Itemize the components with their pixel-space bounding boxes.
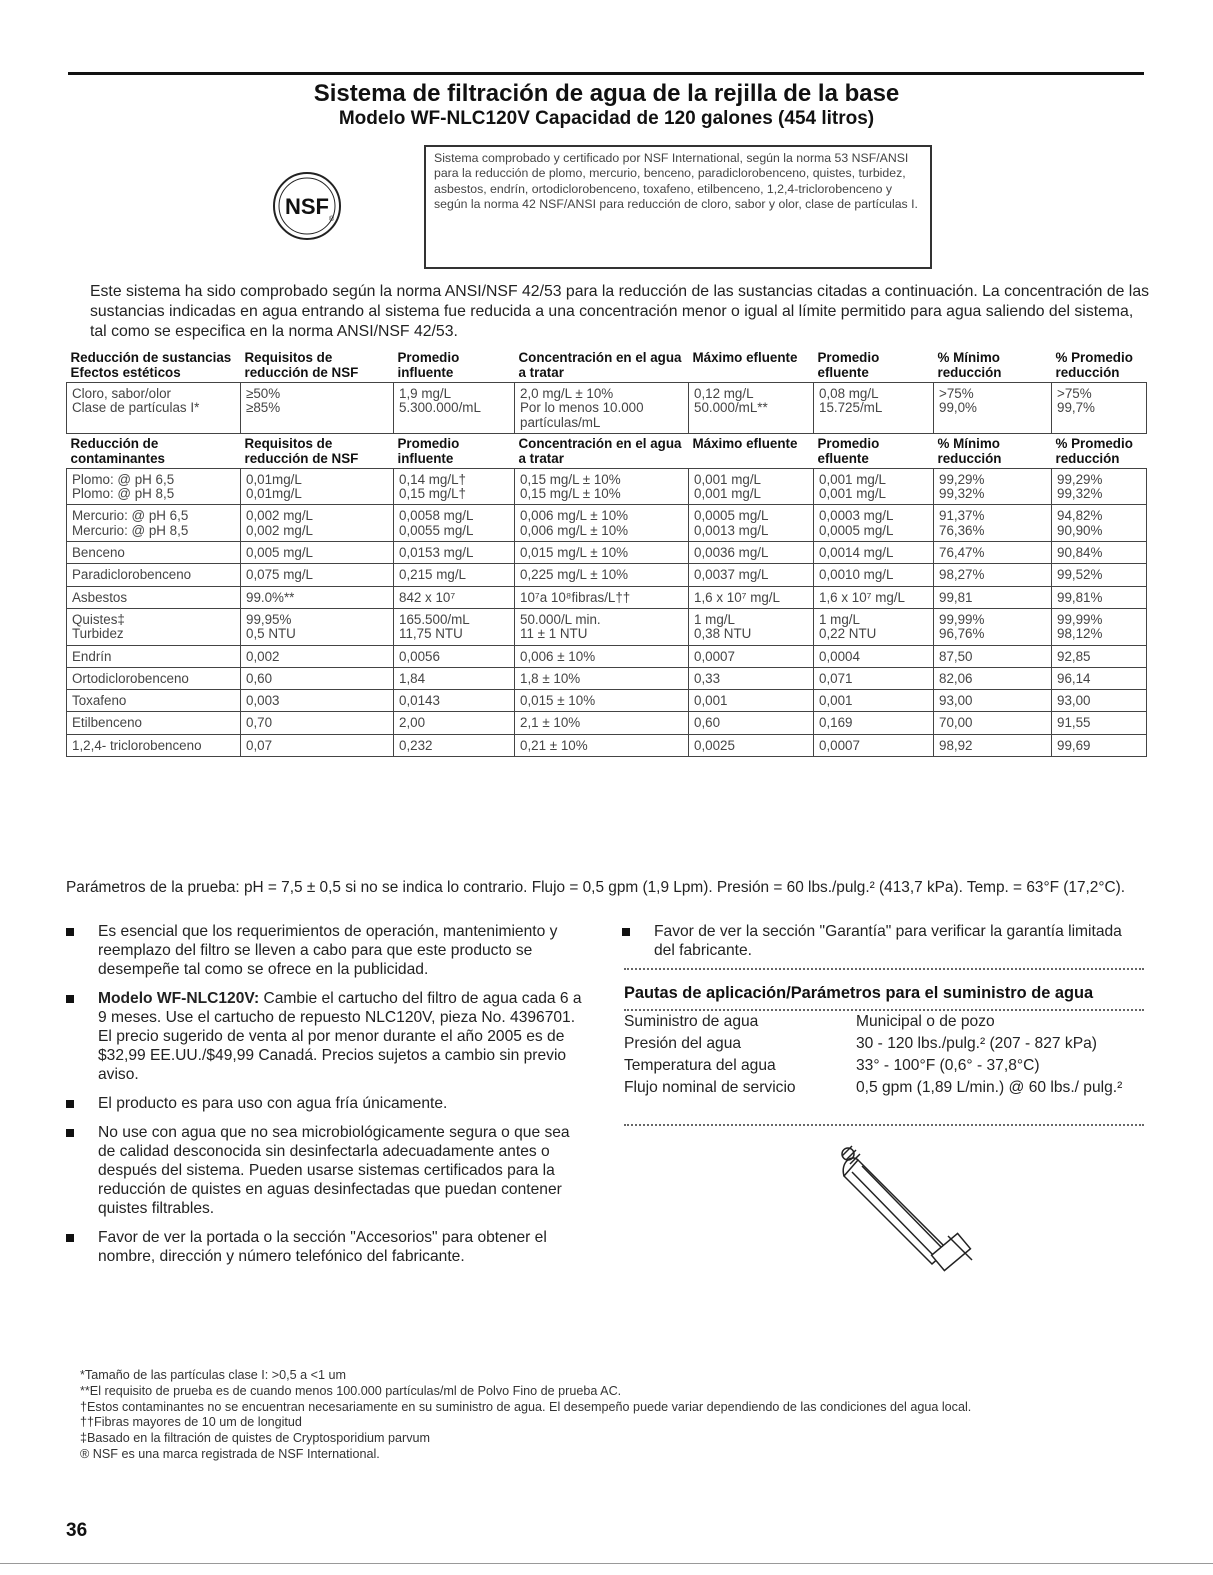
table-row (67, 505, 1147, 542)
svg-text:®: ® (329, 216, 335, 223)
page-subtitle: Modelo WF-NLC120V Capacidad de 120 galones (454 litros) (338, 108, 875, 129)
table-cell: 10⁷a 10⁸fibras/L†† (515, 586, 689, 608)
param-label: Temperatura del agua (624, 1057, 776, 1074)
intro-paragraph: Este sistema ha sido comprobado según la norma ANSI/NSF 42/53 para la reducción de las sustancias citadas a continuación. La concentración de las sustancias indicadas en agua entrando al sistema fue reducida a una concentración menor o igual al límite permitido para agua saliendo del sistema, tal como se especifica en la norma ANSI/NSF 42/53. (90, 283, 1150, 340)
right-bullet-list (622, 922, 1142, 970)
list-item (66, 1123, 586, 1218)
param-label: Presión del agua (624, 1035, 742, 1052)
table-row (67, 734, 1147, 756)
page-number: 36 (66, 1520, 88, 1541)
table-cell: 0,001 mg/L 0,001 mg/L (689, 468, 814, 505)
table-cell: 0,075 mg/L (241, 564, 394, 586)
table-cell: 0,0036 mg/L (689, 542, 814, 564)
table-cell: 98,27% (934, 564, 1052, 586)
table-row (67, 383, 1147, 434)
column-header: Concentración en el agua a tratar (518, 435, 682, 466)
table-cell: 0,015 mg/L ± 10% (515, 542, 689, 564)
table-cell: Mercurio: @ pH 6,5 Mercurio: @ pH 8,5 (67, 505, 241, 542)
table-row (67, 645, 1147, 667)
param-label: Suministro de agua (624, 1013, 759, 1030)
table-cell: Benceno (67, 542, 241, 564)
column-header: % Mínimo reducción (937, 350, 1002, 380)
bullet-square-icon (66, 995, 74, 1003)
footnote: ® NSF es una marca registrada de NSF International. (80, 1446, 380, 1461)
table-cell: 1 mg/L 0,22 NTU (814, 608, 934, 645)
table-cell: 1,84 (394, 667, 515, 689)
water-supply-parameters (624, 1012, 1144, 1118)
table-cell: 0,001 mg/L 0,001 mg/L (814, 468, 934, 505)
table-cell: 99,81% (1052, 586, 1147, 608)
list-item-text: Es esencial que los requerimientos de operación, mantenimiento y reemplazo del filtro se lleven a cabo para que este producto se desempeñe tal como se ofrece en la publicidad. (98, 923, 558, 978)
reduction-table (66, 348, 1147, 757)
table-cell: Ortodiclorobenceno (67, 667, 241, 689)
list-item (66, 1094, 586, 1113)
table-cell: 93,00 (934, 690, 1052, 712)
column-header: Promedio influente (397, 350, 460, 380)
table-cell: 0,60 (689, 712, 814, 734)
table-cell: 0,003 (241, 690, 394, 712)
table-cell: 0,0004 (814, 645, 934, 667)
table-row (67, 712, 1147, 734)
list-item (66, 922, 586, 979)
pautas-title: Pautas de aplicación/Parámetros para el suministro de agua (624, 984, 1094, 1002)
table-cell: 99,52% (1052, 564, 1147, 586)
dotted-divider (624, 968, 1144, 970)
table-cell: 0,15 mg/L ± 10% 0,15 mg/L ± 10% (515, 468, 689, 505)
bullet-square-icon (66, 1234, 74, 1242)
table-header-row (67, 348, 1147, 383)
nsf-logo-icon (272, 171, 342, 241)
column-header: Máximo efluente (692, 350, 798, 365)
table-cell: 0,0010 mg/L (814, 564, 934, 586)
table-cell: 165.500/mL 11,75 NTU (394, 608, 515, 645)
param-value: 33° - 100°F (0,6° - 37,8°C) (856, 1057, 1040, 1074)
table-cell: 50.000/L min. 11 ± 1 NTU (515, 608, 689, 645)
table-cell: 94,82% 90,90% (1052, 505, 1147, 542)
table-cell: 0,001 (689, 690, 814, 712)
table-cell: 0,0003 mg/L 0,0005 mg/L (814, 505, 934, 542)
list-item (66, 989, 586, 1084)
column-header: Reducción de sustancias Efectos estéticos (70, 350, 232, 380)
table-cell: 99,69 (1052, 734, 1147, 756)
table-cell: 0,005 mg/L (241, 542, 394, 564)
footnotes (66, 1368, 1156, 1463)
table-cell: 92,85 (1052, 645, 1147, 667)
table-cell: 0,215 mg/L (394, 564, 515, 586)
column-header: % Promedio reducción (1055, 435, 1133, 466)
param-value: Municipal o de pozo (856, 1013, 995, 1030)
param-row (624, 1012, 1144, 1034)
bullet-square-icon (622, 928, 630, 936)
table-row (67, 690, 1147, 712)
table-row (67, 468, 1147, 505)
table-cell: 0,01mg/L 0,01mg/L (241, 468, 394, 505)
table-cell: 0,071 (814, 667, 934, 689)
bottom-rule (0, 1563, 1213, 1564)
table-cell: 0,12 mg/L 50.000/mL** (689, 383, 814, 434)
table-cell: Toxafeno (67, 690, 241, 712)
table-cell: 0,169 (814, 712, 934, 734)
list-item-lead: Modelo WF-NLC120V: (98, 990, 260, 1007)
table-cell: 0,33 (689, 667, 814, 689)
table-cell: 99,81 (934, 586, 1052, 608)
column-header: Promedio efluente (817, 435, 880, 466)
water-filter-cartridge-icon (830, 1138, 990, 1278)
table-cell: 842 x 10⁷ (394, 586, 515, 608)
table-cell: Quistes‡ Turbidez (67, 608, 241, 645)
table-cell: 0,0025 (689, 734, 814, 756)
table-cell: 0,0005 mg/L 0,0013 mg/L (689, 505, 814, 542)
table-cell: >75% 99,7% (1052, 383, 1147, 434)
table-row (67, 564, 1147, 586)
table-cell: 91,55 (1052, 712, 1147, 734)
table-cell: 91,37% 76,36% (934, 505, 1052, 542)
page-title: Sistema de filtración de agua de la rejilla de la base (313, 80, 900, 107)
list-item-text: El producto es para uso con agua fría únicamente. (98, 1095, 448, 1112)
table-cell: 0,0007 (689, 645, 814, 667)
table-cell: 0,07 (241, 734, 394, 756)
list-item-text: Cambie el cartucho del filtro de agua cada 6 a 9 meses. Use el cartucho de repuesto NLC120V, pieza No. 4396701. El precio sugerido de venta al por menor durante el año 2005 es de $32,99 EE.UU./$49,99 Canadá. Precios sujetos a cambio sin previo aviso. (98, 990, 582, 1083)
left-bullet-list (66, 922, 586, 1276)
bullet-square-icon (66, 928, 74, 936)
param-label: Flujo nominal de servicio (624, 1079, 796, 1096)
certification-box: Sistema comprobado y certificado por NSF International, según la norma 53 NSF/ANSI para la reducción de plomo, mercurio, benceno, paradiclorobenceno, quistes, turbidez, asbestos, endrín, ortodiclorobenceno, toxafeno, etilbenceno, 1,2,4-triclorobenceno y según la norma 42 NSF/ANSI para reducción de cloro, sabor y olor, clase de partículas I. (424, 145, 932, 269)
table-cell: 0,0056 (394, 645, 515, 667)
dotted-divider (624, 1124, 1144, 1126)
table-cell: 0,21 ± 10% (515, 734, 689, 756)
list-item (66, 1228, 586, 1266)
table-cell: Endrín (67, 645, 241, 667)
column-header: Promedio influente (397, 435, 460, 466)
table-cell: 96,14 (1052, 667, 1147, 689)
table-cell: 0,0153 mg/L (394, 542, 515, 564)
table-cell: 0,002 (241, 645, 394, 667)
table-cell: 99,29% 99,32% (934, 468, 1052, 505)
table-header-row (67, 433, 1147, 468)
table-cell: 2,1 ± 10% (515, 712, 689, 734)
table-cell: 1,2,4- triclorobenceno (67, 734, 241, 756)
table-cell: Paradiclorobenceno (67, 564, 241, 586)
column-header: Promedio efluente (817, 350, 880, 380)
table-cell: >75% 99,0% (934, 383, 1052, 434)
param-row (624, 1034, 1144, 1056)
table-cell: Asbestos (67, 586, 241, 608)
bullet-square-icon (66, 1100, 74, 1108)
column-header: Requisitos de reducción de NSF (244, 350, 359, 380)
column-header: % Promedio reducción (1055, 350, 1133, 380)
table-cell: 70,00 (934, 712, 1052, 734)
warranty-note: Favor de ver la sección "Garantía" para verificar la garantía limitada del fabricante. (654, 923, 1122, 959)
table-cell: 0,015 ± 10% (515, 690, 689, 712)
top-rule (68, 72, 1144, 75)
table-cell: 0,006 mg/L ± 10% 0,006 mg/L ± 10% (515, 505, 689, 542)
column-header: Concentración en el agua a tratar (518, 350, 682, 380)
list-item-text: No use con agua que no sea microbiológicamente segura o que sea de calidad desconocida sin desinfectarla adecuadamente antes o después del sistema. Pueden usarse sistemas certificados para la reducción de quistes en aguas desinfectadas que puedan contener quistes filtrables. (98, 1124, 570, 1217)
table-cell: 0,225 mg/L ± 10% (515, 564, 689, 586)
table-cell: 76,47% (934, 542, 1052, 564)
footnote: ††Fibras mayores de 10 um de longitud (80, 1415, 302, 1430)
table-cell: 93,00 (1052, 690, 1147, 712)
table-cell: 0,002 mg/L 0,002 mg/L (241, 505, 394, 542)
table-cell: Plomo: @ pH 6,5 Plomo: @ pH 8,5 (67, 468, 241, 505)
table-cell: 1 mg/L 0,38 NTU (689, 608, 814, 645)
table-cell: 0,001 (814, 690, 934, 712)
table-cell: 0,08 mg/L 15.725/mL (814, 383, 934, 434)
nsf-logo-text: NSF (285, 194, 329, 219)
table-cell: 1,9 mg/L 5.300.000/mL (394, 383, 515, 434)
column-header: Reducción de contaminantes (70, 435, 165, 466)
param-row (624, 1078, 1144, 1118)
table-cell: 90,84% (1052, 542, 1147, 564)
table-cell: 0,0014 mg/L (814, 542, 934, 564)
list-item-text: Favor de ver la portada o la sección "Accesorios" para obtener el nombre, dirección y número telefónico del fabricante. (98, 1229, 547, 1265)
table-cell: 0,006 ± 10% (515, 645, 689, 667)
table-cell: 99.0%** (241, 586, 394, 608)
table-cell: 0,60 (241, 667, 394, 689)
table-cell: 98,92 (934, 734, 1052, 756)
test-parameters: Parámetros de la prueba: pH = 7,5 ± 0,5 si no se indica lo contrario. Flujo = 0,5 gpm (1,9 Lpm). Presión = 60 lbs./pulg.² (413,7 kPa). Temp. = 63°F (17,2°C). (66, 879, 1126, 896)
footnote: *Tamaño de las partículas clase I: >0,5 a <1 um (80, 1368, 347, 1382)
footnote: ‡Basado en la filtración de quistes de Cryptosporidium parvum (80, 1431, 431, 1446)
table-row (67, 667, 1147, 689)
table-cell: Cloro, sabor/olor Clase de partículas I* (67, 383, 241, 434)
table-cell: 0,14 mg/L† 0,15 mg/L† (394, 468, 515, 505)
table-cell: 99,29% 99,32% (1052, 468, 1147, 505)
table-cell: 99,99% 98,12% (1052, 608, 1147, 645)
table-cell: 0,0058 mg/L 0,0055 mg/L (394, 505, 515, 542)
footnote: †Estos contaminantes no se encuentran necesariamente en su suministro de agua. El desempeño puede variar dependiendo de las condiciones del agua local. (80, 1399, 972, 1414)
bullet-square-icon (66, 1129, 74, 1137)
column-header: % Mínimo reducción (937, 435, 1002, 466)
dotted-divider (624, 1009, 1144, 1011)
table-cell: 1,6 x 10⁷ mg/L (689, 586, 814, 608)
footnote: **El requisito de prueba es de cuando menos 100.000 partículas/ml de Polvo Fino de prueba AC. (80, 1383, 622, 1398)
list-item (622, 922, 1142, 960)
table-cell: 0,232 (394, 734, 515, 756)
table-cell: 2,0 mg/L ± 10% Por lo menos 10.000 partículas/mL (515, 383, 689, 434)
table-cell: ≥50% ≥85% (241, 383, 394, 434)
table-row (67, 542, 1147, 564)
table-cell: 1,6 x 10⁷ mg/L (814, 586, 934, 608)
table-cell: Etilbenceno (67, 712, 241, 734)
table-cell: 0,70 (241, 712, 394, 734)
table-cell: 99,95% 0,5 NTU (241, 608, 394, 645)
table-cell: 82,06 (934, 667, 1052, 689)
table-row (67, 586, 1147, 608)
column-header: Máximo efluente (692, 435, 798, 451)
column-header: Requisitos de reducción de NSF (244, 435, 359, 466)
table-cell: 99,99% 96,76% (934, 608, 1052, 645)
table-cell: 1,8 ± 10% (515, 667, 689, 689)
table-cell: 0,0007 (814, 734, 934, 756)
table-cell: 87,50 (934, 645, 1052, 667)
param-value: 0,5 gpm (1,89 L/min.) @ 60 lbs./ pulg.² (856, 1079, 1123, 1096)
table-cell: 0,0037 mg/L (689, 564, 814, 586)
table-cell: 0,0143 (394, 690, 515, 712)
param-row (624, 1056, 1144, 1078)
param-value: 30 - 120 lbs./pulg.² (207 - 827 kPa) (856, 1035, 1097, 1052)
table-row (67, 608, 1147, 645)
table-cell: 2,00 (394, 712, 515, 734)
